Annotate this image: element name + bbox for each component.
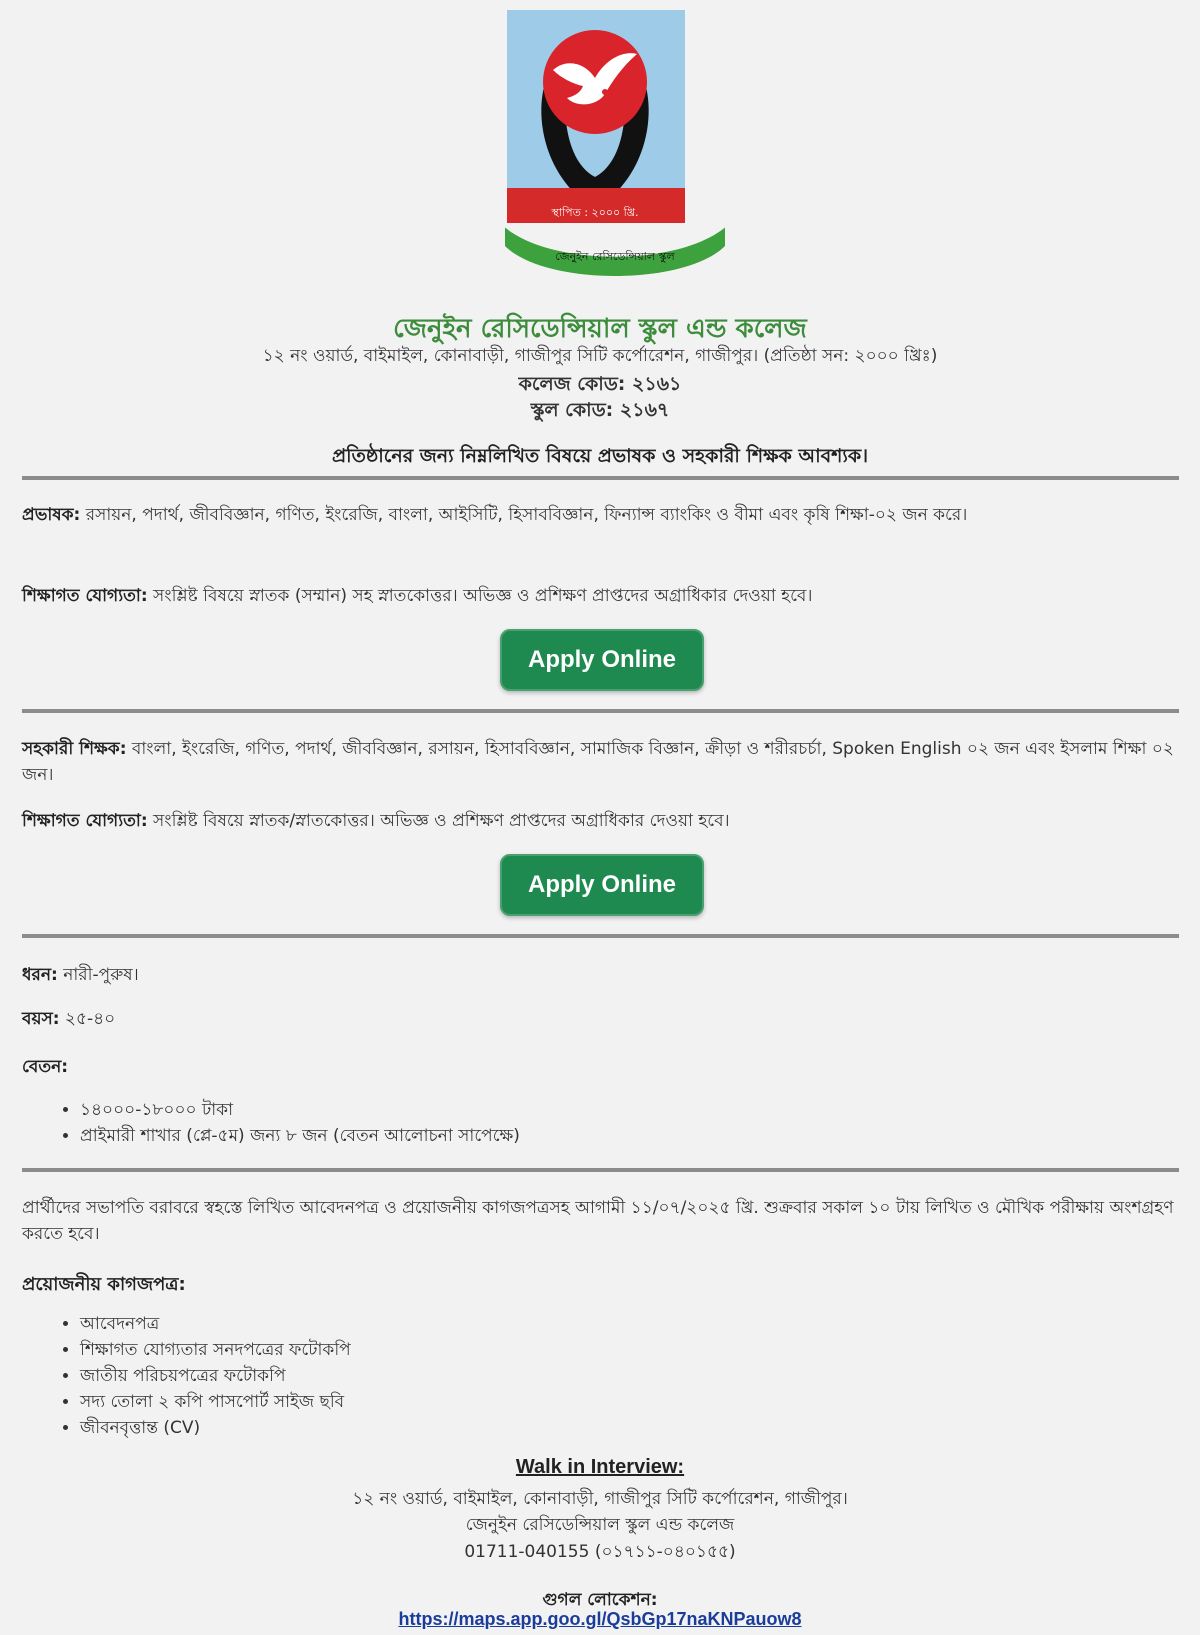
lecturer-qualification [22,583,1180,609]
assistant-subjects-text: বাংলা, ইংরেজি, গণিত, পদার্থ, জীববিজ্ঞান, রসায়ন, হিসাববিজ্ঞান, সামাজিক বিজ্ঞান, ক্রীড়া ও শরীরচর্চা, Spoken English ০২ জন এবং ইসলাম শিক্ষা ০২ জন। [22,739,1174,785]
logo-ribbon-text: জেনুইন রেসিডেন্সিয়াল স্কুল [555,250,675,263]
lecturer-subjects-text: রসায়ন, পদার্থ, জীববিজ্ঞান, গণিত, ইংরেজি, বাংলা, আইসিটি, হিসাববিজ্ঞান, ফিন্যান্স ব্যাংকিং ও বীমা এবং কৃষি শিক্ষা-০২ জন করে। [80,505,968,525]
list-item: • প্রাইমারী শাখার (প্লে-৫ম) জন্য ৮ জন (বেতন আলোচনা সাপেক্ষে) [80,1123,520,1149]
lecturer-label: প্রভাষক: [22,505,81,525]
list-item: • শিক্ষাগত যোগ্যতার সনদপত্রের ফটোকপি [80,1337,351,1363]
list-item: • জাতীয় পরিচয়পত্রের ফটোকপি [80,1363,351,1389]
divider [22,934,1179,938]
age-requirement [22,1006,1180,1032]
google-location-label: গুগল লোকেশন: [542,1590,658,1610]
salary-heading [22,1054,1180,1080]
list-item: • ১৪০০০-১৮০০০ টাকা [80,1097,520,1123]
divider [22,1168,1179,1172]
list-item: • জীবনবৃত্তান্ত (CV) [80,1415,351,1441]
lecturer-qual-label: শিক্ষাগত যোগ্যতা: [22,586,148,606]
assistant-label: সহকারী শিক্ষক: [22,739,127,759]
salary-label: বেতন: [22,1057,69,1077]
interview-institution: জেনুইন রেসিডেন্সিয়াল স্কুল এন্ড কলেজ [465,1515,735,1535]
assistant-qual-label: শিক্ষাগত যোগ্যতা: [22,811,148,831]
gender-label: ধরন: [22,965,58,985]
list-item: • আবেদনপত্র [80,1311,351,1337]
interview-address: ১২ নং ওয়ার্ড, বাইমাইল, কোনাবাড়ী, গাজীপুর সিটি কর্পোরেশন, গাজীপুর। [352,1489,848,1509]
interview-phone: 01711-040155 (০১৭১১-০৪০১৫৫) [464,1542,736,1562]
assistant-qual-text: সংশ্লিষ্ট বিষয়ে স্নাতক/স্নাতকোত্তর। অভিজ্ঞ ও প্রশিক্ষণ প্রাপ্তদের অগ্রাধিকার দেওয়া হবে। [147,811,730,831]
gender-value: নারী-পুরুষ। [57,965,139,985]
assistant-apply-online-button[interactable]: Apply Online [500,854,704,916]
assistant-subjects [22,736,1180,788]
salary-list [56,1097,520,1149]
gender-requirement [22,962,1180,988]
lecturer-qual-text: সংশ্লিষ্ট বিষয়ে স্নাতক (সম্মান) সহ স্নাতকোত্তর। অভিজ্ঞ ও প্রশিক্ষণ প্রাপ্তদের অগ্রাধিকার দেওয়া হবে। [147,586,813,606]
school-address: ১২ নং ওয়ার্ড, বাইমাইল, কোনাবাড়ী, গাজীপুর সিটি কর্পোরেশন, গাজীপুর। (প্রতিষ্ঠা সন: ২০০০ খ্রিঃ) [262,346,938,366]
age-label: বয়স: [22,1009,60,1029]
assistant-qualification [22,808,1180,834]
divider [22,476,1179,480]
lecturer-subjects [22,502,1180,528]
age-value: ২৫-৪০ [59,1009,116,1029]
school-logo [505,8,725,283]
walk-in-interview-title: Walk in Interview: [515,1456,685,1478]
school-code: স্কুল কোড: ২১৬৭ [530,399,670,421]
application-instructions: প্রার্থীদের সভাপতি বরাবরে স্বহস্তে লিখিত আবেদনপত্র ও প্রয়োজনীয় কাগজপত্রসহ আগামী ১১/০৭/২০২৫ খ্রি. শুক্রবার সকাল ১০ টায় লিখিত ও মৌখিক পরীক্ষায় অংশগ্রহণ করতে হবে। [22,1198,1174,1244]
logo-established-text: স্থাপিত : ২০০০ খ্রি. [551,206,639,219]
required-documents-list [56,1311,351,1441]
divider [22,709,1179,713]
lecturer-apply-online-button[interactable]: Apply Online [500,629,704,691]
recruitment-notice: প্রতিষ্ঠানের জন্য নিম্নলিখিত বিষয়ে প্রভাষক ও সহকারী শিক্ষক আবশ্যক। [331,445,869,467]
school-name: জেনুইন রেসিডেন্সিয়াল স্কুল এন্ড কলেজ [393,314,807,344]
required-documents-heading: প্রয়োজনীয় কাগজপত্র: [22,1274,186,1295]
google-maps-link[interactable]: https://maps.app.goo.gl/QsbGp17naKNPauow8 [398,1609,802,1629]
college-code: কলেজ কোড: ২১৬১ [518,373,682,395]
list-item: • সদ্য তোলা ২ কপি পাসপোর্ট সাইজ ছবি [80,1389,351,1415]
